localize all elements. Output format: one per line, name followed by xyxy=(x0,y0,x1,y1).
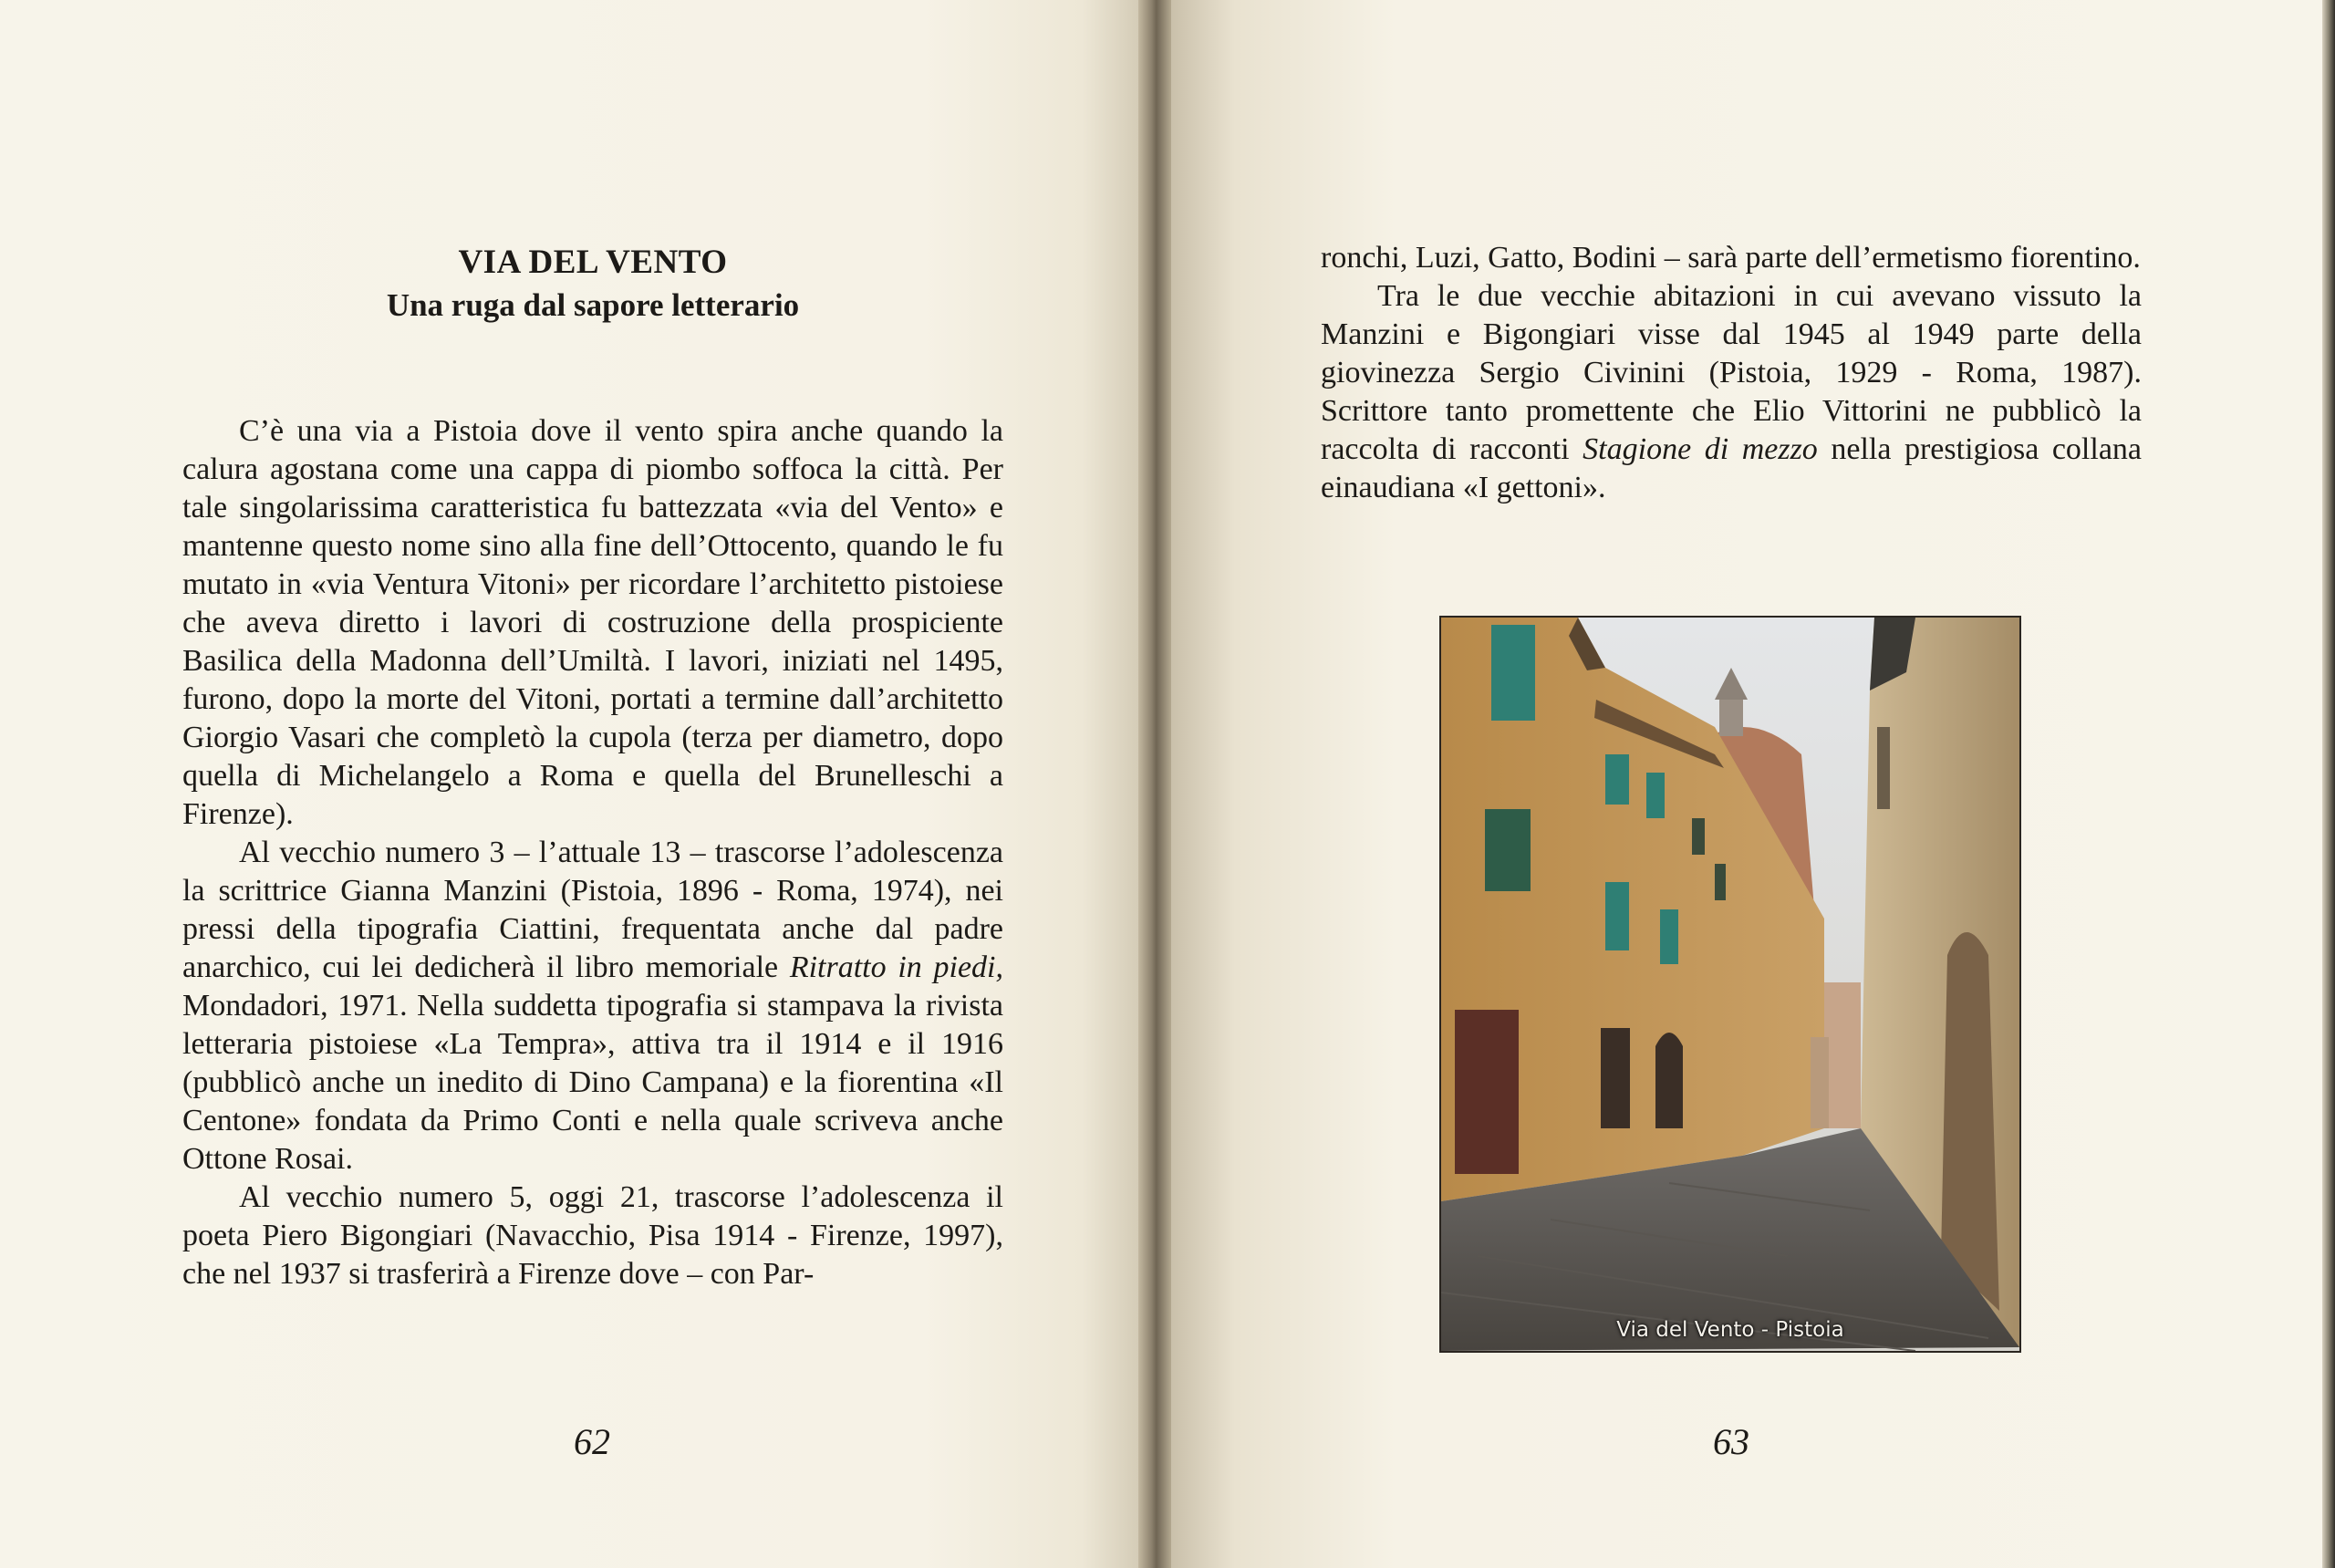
paragraph-1-text: C’è una via a Pistoia dove il vento spira anche quando la calura agostana come una cappa di piombo soffoca la città. Per tale singolarissima caratteristica fu battezzata «via del Vento» e mantenne questo nome sino alla fine dell’Ottocento, quando le fu mutato in «via Ventura Vitoni» per ricordare l’architetto pistoiese che aveva diretto i lavori di costruzione della prospiciente Basilica della Madonna dell’Umiltà. I lavori, iniziati nel 1495, furono, dopo la morte del Vitoni, portati a termine dall’architetto Giorgio Vasari che completò la cupola (terza per diametro, dopo quella di Michelangelo a Roma e quella del Brunelleschi a Firenze). xyxy=(182,414,1003,831)
page-number-right: 63 xyxy=(1713,1421,1749,1462)
chapter-title: VIA DEL VENTO xyxy=(458,244,728,281)
paragraph-1 xyxy=(182,412,1003,834)
right-text-column xyxy=(1321,239,2142,507)
paragraph-3-text: Al vecchio numero 5, oggi 21, trascorse l’adolescenza il poeta Piero Bigongiari (Navacchio, Pisa 1914 - Firenze, 1997), che nel 1937 si trasferirà a Firenze dove – con Par- xyxy=(182,1180,1003,1291)
photo-caption: Via del Vento - Pistoia xyxy=(1616,1318,1844,1342)
paragraph-continued-text: ronchi, Luzi, Gatto, Bodini – sarà parte dell’ermetismo fiorentino. xyxy=(1321,241,2141,275)
paragraph-2-text-a: Al vecchio numero 3 – l’attuale 13 – trascorse l’adolescenza la scrittrice Gianna Manzini (Pistoia, 1896 - Roma, 1974), nei pressi della tipografia Ciattini, frequentata anche dal padre anarchico, cui lei dedicherà il libro memoriale xyxy=(182,836,1003,984)
street-photograph xyxy=(1439,616,2021,1353)
book-gutter xyxy=(1138,0,1171,1568)
paragraph-4-text-a: Tra le due vecchie abitazioni in cui avevano vissuto la Manzini e Bigongiari visse dal 1945 al 1949 parte della giovinezza Sergio Civinini (Pistoia, 1929 - Roma, 1987). Scrittore tanto promettente che Elio Vittorini ne pubblicò la raccolta di racconti xyxy=(1321,279,2142,466)
paragraph-continued xyxy=(1321,239,2142,277)
paragraph-3 xyxy=(182,1179,1003,1293)
book-title-ritratto: Ritratto in piedi, xyxy=(789,950,1003,984)
book-title-stagione: Stagione di mezzo xyxy=(1583,432,1818,466)
chapter-subtitle: Una ruga dal sapore letterario xyxy=(386,287,800,323)
paragraph-2-text-b: Mondadori, 1971. Nella suddetta tipografia si stampava la rivista letteraria pistoiese «La Tempra», attiva tra il 1914 e il 1916 (pubblicò anche un inedito di Dino Campana) e la fiorentina «Il Centone» fondata da Primo Conti e nella quale scriveva anche Ottone Rosai. xyxy=(182,989,1003,1176)
street-scene-illustration xyxy=(1441,618,2019,1351)
page-number-left: 62 xyxy=(574,1421,610,1462)
paragraph-4 xyxy=(1321,277,2142,507)
left-text-column xyxy=(182,412,1003,1293)
paragraph-4-text-b: nella prestigiosa collana einaudiana «I gettoni». xyxy=(1321,432,2143,504)
page-edge xyxy=(2322,0,2335,1568)
paragraph-2 xyxy=(182,834,1003,1179)
